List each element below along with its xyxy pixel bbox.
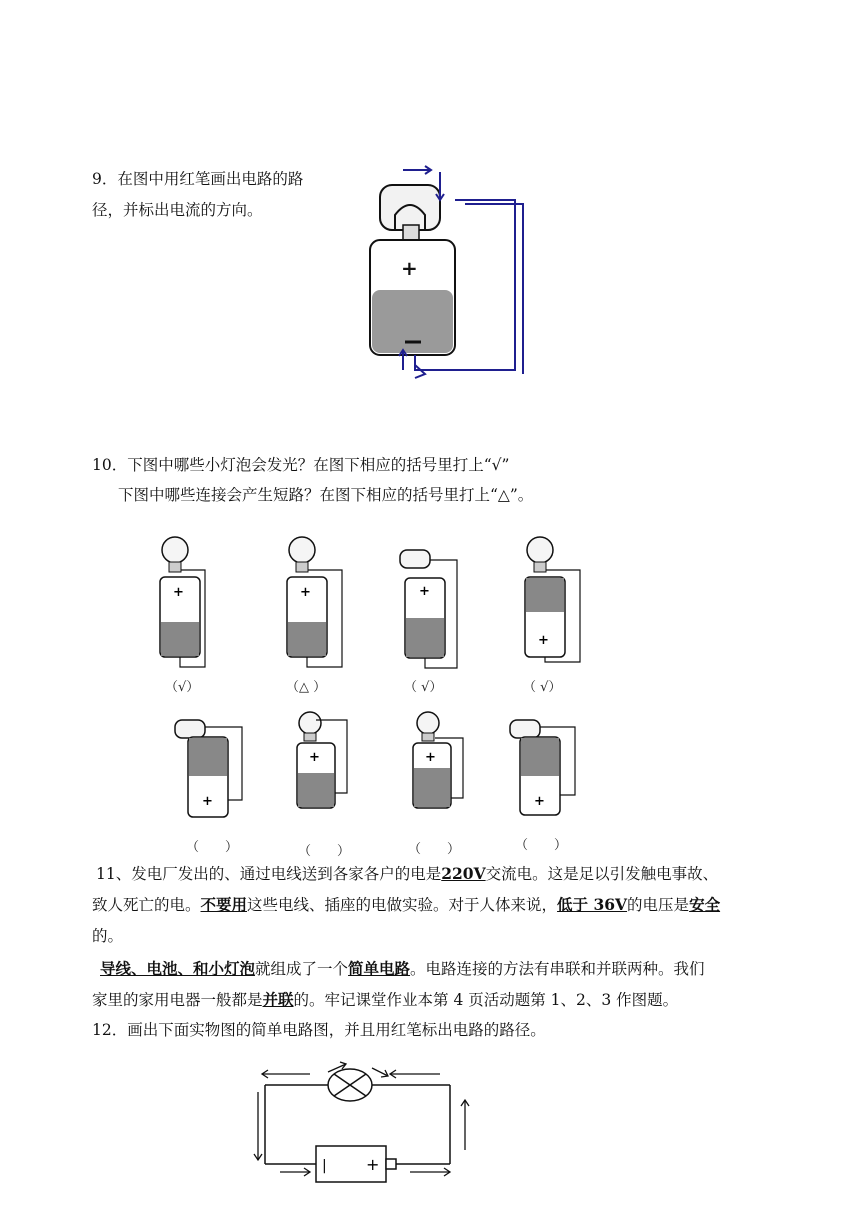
q10-figure-7 xyxy=(405,708,485,837)
cell-minus-label: | xyxy=(322,1158,327,1174)
q9-battery-bulb-figure xyxy=(355,160,540,380)
q11-voltage-220v: 220V xyxy=(441,864,486,883)
q10-line-1: 10．下图中哪些小灯泡会发光？在图下相应的括号里打上“√” xyxy=(92,456,510,474)
q10-answer-6: （ ） xyxy=(298,844,351,859)
q10-answer-2: （△ ） xyxy=(286,680,327,695)
svg-text:+: + xyxy=(534,794,545,809)
q11-line-4: 导线、电池、和小灯泡就组成了一个简单电路。电路连接的方法有串联和并联两种。我们 xyxy=(100,959,705,978)
bulb-icon xyxy=(417,712,439,734)
q10-figure-3 xyxy=(395,538,475,682)
q10-figure-6 xyxy=(292,708,372,837)
q10-line-2: 下图中哪些连接会产生短路？在图下相应的括号里打上“△”。 xyxy=(118,486,534,504)
q11-line-2: 致人死亡的电。不要用这些电线、插座的电做实验。对于人体来说，低于 36V的电压是安全 xyxy=(92,895,721,914)
bulb-icon xyxy=(299,712,321,734)
bulb-icon xyxy=(162,537,188,563)
q12-circuit-diagram xyxy=(250,1060,480,1186)
bulb-icon xyxy=(400,550,430,568)
bulb-icon xyxy=(175,720,205,738)
q10-figure-5 xyxy=(170,715,260,839)
svg-text:+: + xyxy=(300,585,311,600)
q10-answer-7: （ ） xyxy=(408,842,461,857)
q11-line-5: 家里的家用电器一般都是并联的。牢记课堂作业本第 4 页活动题第 1、2、3 作图题。 xyxy=(92,990,679,1009)
q11-line-3: 的。 xyxy=(92,927,124,945)
q12-line-1: 12．画出下面实物图的简单电路图，并且用红笔标出电路的路径。 xyxy=(92,1021,546,1039)
svg-text:+: + xyxy=(425,750,436,765)
q9-line-1: 9．在图中用红笔画出电路的路 xyxy=(92,170,304,188)
q9-bulb xyxy=(380,185,440,230)
q10-figure-8 xyxy=(505,715,595,839)
svg-text:+: + xyxy=(202,794,213,809)
q9-battery-plus: + xyxy=(401,256,418,280)
svg-text:+: + xyxy=(309,750,320,765)
q10-figure-4 xyxy=(520,532,600,676)
q10-figure-2 xyxy=(282,532,362,676)
bulb-icon xyxy=(510,720,540,738)
bulb-icon xyxy=(289,537,315,563)
q10-answer-5: （ ） xyxy=(186,840,239,855)
bulb-icon xyxy=(527,537,553,563)
svg-text:+: + xyxy=(173,585,184,600)
q10-answer-1: （√） xyxy=(165,680,200,695)
q10-figure-1 xyxy=(155,532,235,676)
svg-text:+: + xyxy=(538,633,549,648)
q10-answer-3: （ √） xyxy=(404,680,443,695)
q10-answer-4: （ √） xyxy=(523,680,562,695)
svg-text:+: + xyxy=(419,584,430,599)
q9-line-2: 径，并标出电流的方向。 xyxy=(92,201,263,219)
q10-answer-8: （ ） xyxy=(515,838,568,853)
cell-plus-label: + xyxy=(366,1155,380,1174)
q11-line-1: 11、发电厂发出的、通过电线送到各家各户的电是220V交流电。这是足以引发触电事故、 xyxy=(96,864,719,883)
